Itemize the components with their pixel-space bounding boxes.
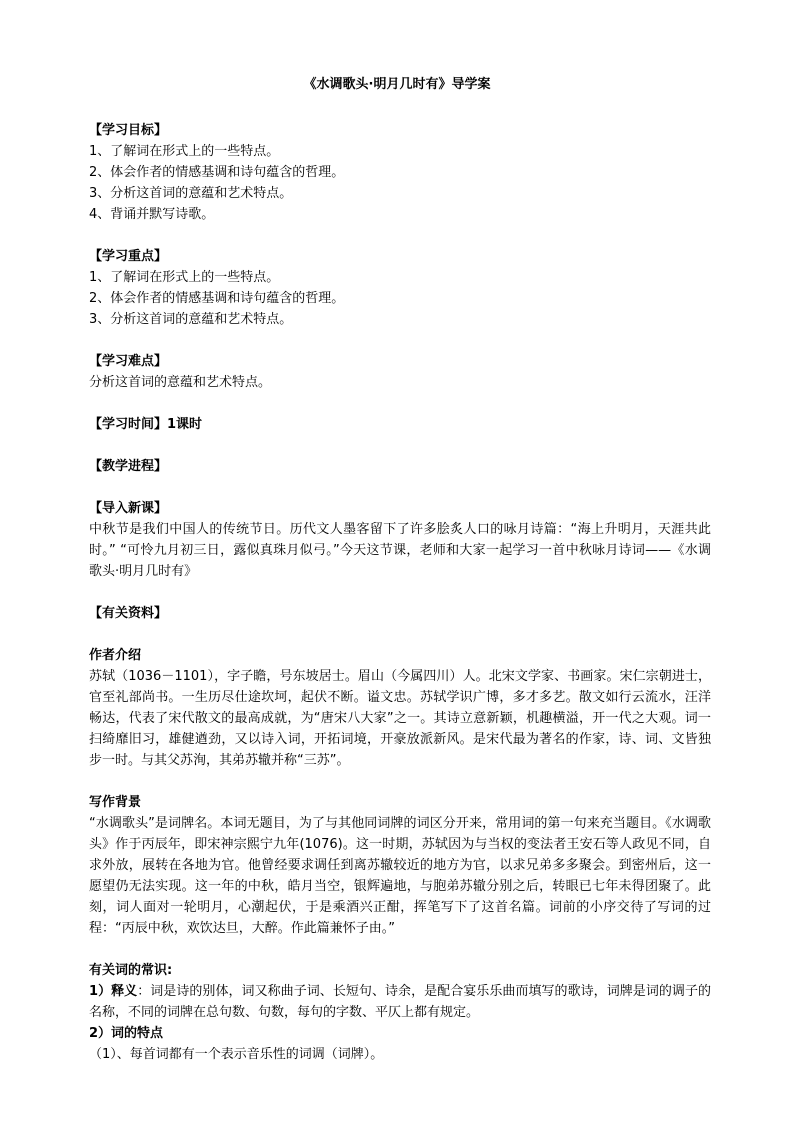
- document-title: 《水调歌头·明月几时有》导学案: [303, 77, 491, 92]
- spacer: [89, 435, 711, 456]
- ci-definition-label: 1）释义: [89, 984, 138, 999]
- time-heading: 【学习时间】1课时: [89, 417, 203, 432]
- background-heading: 写作背景: [89, 795, 142, 810]
- keypoint-item: 3、分析这首词的意蕴和艺术特点。: [89, 312, 293, 327]
- materials-heading: 【有关资料】: [89, 606, 168, 621]
- ci-feature-item: （1）、每首词都有一个表示音乐性的词调（词牌）。: [89, 1047, 384, 1062]
- goal-item: 1、了解词在形式上的一些特点。: [89, 144, 280, 159]
- document-body: [89, 120, 711, 1065]
- goal-item: 2、体会作者的情感基调和诗句蕴含的哲理。: [89, 165, 345, 180]
- spacer: [89, 771, 711, 792]
- difficulty-heading: 【学习难点】: [89, 354, 168, 369]
- goal-item: 4、背诵并默写诗歌。: [89, 207, 215, 222]
- spacer: [89, 330, 711, 351]
- spacer: [89, 477, 711, 498]
- process-heading: 【教学进程】: [89, 459, 168, 474]
- intro-text: 中秋节是我们中国人的传统节日。历代文人墨客留下了许多脍炙人口的咏月诗篇：“海上升明月，天涯共此时。” “可怜九月初三日，露似真珠月似弓。”今天这节课，老师和大家一起学习一首中秋咏月诗词——《水调歌头·明月几时有》: [89, 522, 711, 579]
- keypoint-item: 2、体会作者的情感基调和诗句蕴含的哲理。: [89, 291, 345, 306]
- spacer: [89, 582, 711, 603]
- goal-item: 3、分析这首词的意蕴和艺术特点。: [89, 186, 293, 201]
- intro-heading: 【导入新课】: [89, 501, 168, 516]
- ci-features-label: 2）词的特点: [89, 1026, 164, 1041]
- ci-knowledge-heading: 有关词的常识:: [89, 963, 173, 978]
- spacer: [89, 225, 711, 246]
- spacer: [89, 393, 711, 414]
- ci-definition: [89, 981, 711, 1023]
- background-text: “水调歌头”是词牌名。本词无题目，为了与其他同词牌的词区分开来，常用词的第一句来充当题目。《水调歌头》作于丙辰年，即宋神宗熙宁九年(1076)。这一时期，苏轼因为与当权的变法者王安石等人政见不同，自求外放，展转在各地为官。他曾经要求调任到离苏辙较近的地方为官，以求兄弟多多聚会。到密州后，这一愿望仍无法实现。这一年的中秋，皓月当空，银辉遍地，与胞弟苏辙分别之后，转眼已七年未得团聚了。此刻，词人面对一轮明月，心潮起伏，于是乘酒兴正酣，挥笔写下了这首名篇。词前的小序交待了写词的过程：“丙辰中秋，欢饮达旦，大醉。作此篇兼怀子由。”: [89, 816, 711, 936]
- spacer: [89, 939, 711, 960]
- keypoints-heading: 【学习重点】: [89, 249, 168, 264]
- keypoint-item: 1、了解词在形式上的一些特点。: [89, 270, 280, 285]
- author-heading: 作者介绍: [89, 648, 142, 663]
- spacer: [89, 624, 711, 645]
- goals-heading: 【学习目标】: [89, 123, 168, 138]
- ci-definition-text: ：词是诗的别体，词又称曲子词、长短句、诗余，是配合宴乐乐曲而填写的歌诗，词牌是词的调子的名称，不同的词牌在总句数、句数，每句的字数、平仄上都有规定。: [89, 984, 711, 1020]
- author-text: 苏轼（1036－1101），字子瞻，号东坡居士。眉山（今属四川）人。北宋文学家、书画家。宋仁宗朝进士，官至礼部尚书。一生历尽仕途坎坷，起伏不断。谥文忠。苏轼学识广博，多才多艺。散文如行云流水，汪洋畅达，代表了宋代散文的最高成就，为“唐宋八大家”之一。其诗立意新颖，机趣横溢，开一代之大观。词一扫绮靡旧习，雄健遒劲，又以诗入词，开拓词境，开豪放派新风。是宋代最为著名的作家，诗、词、文皆独步一时。与其父苏洵，其弟苏辙并称“三苏”。: [89, 669, 711, 768]
- difficulty-text: 分析这首词的意蕴和艺术特点。: [89, 375, 272, 390]
